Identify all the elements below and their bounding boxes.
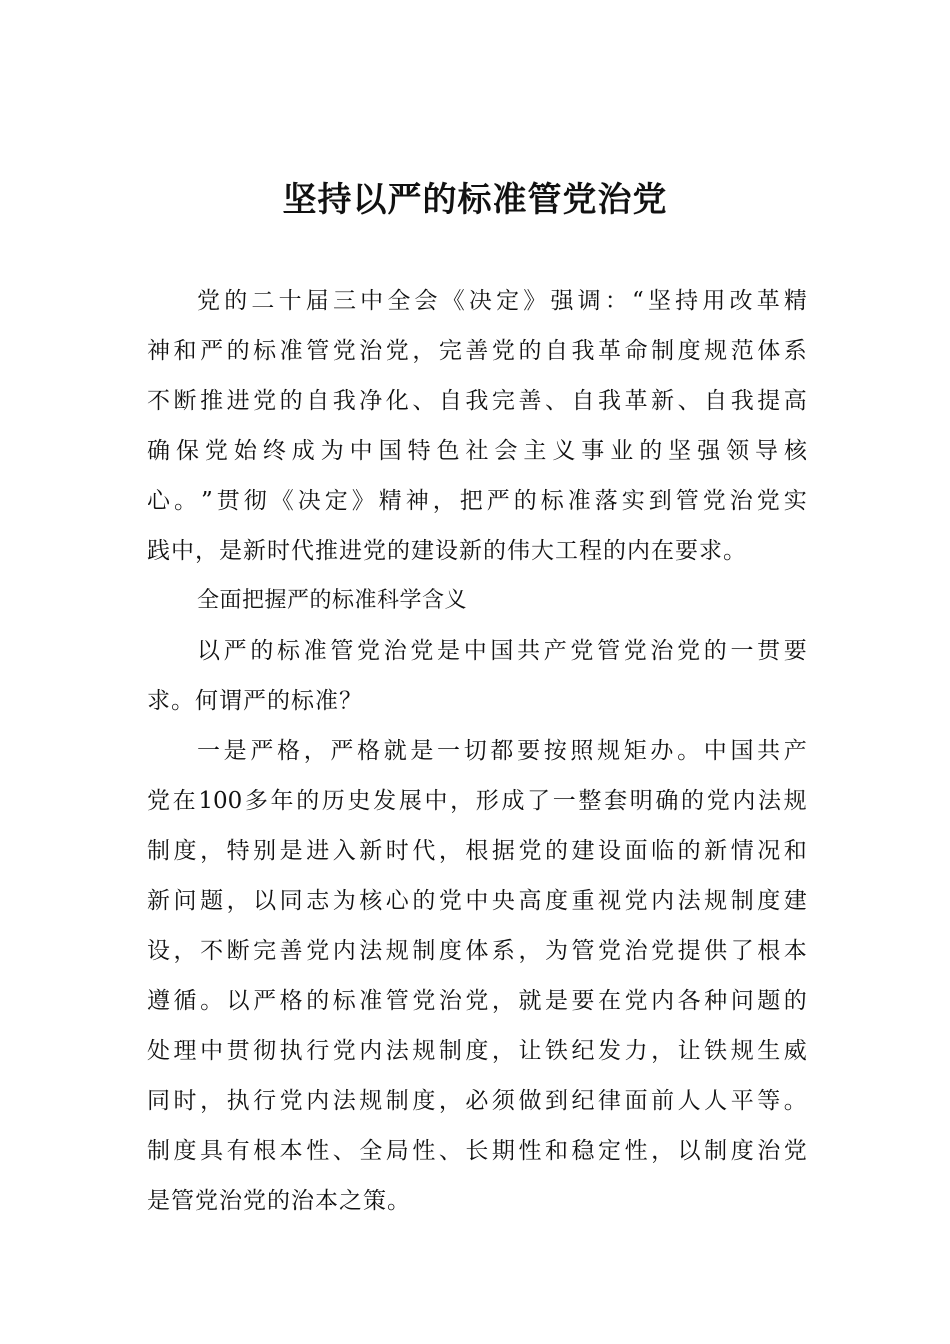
text-line: 以 严 的 标 准 管 党 治 党 是 中 国 共 产 党 管 党 治 党 的 一 贯 要: [197, 638, 807, 664]
section-heading: 全面把握严的标准科学含义: [197, 588, 468, 613]
text-line: 求。何谓严的标准？: [147, 688, 363, 714]
text-line: 制 度 ， 特 别 是 进 入 新 时 代 ， 根 据 党 的 建 设 面 临 的 新 情 况 和: [147, 838, 807, 864]
text-line: 遵 循 。 以 严 格 的 标 准 管 党 治 党 ， 就 是 要 在 党 内 各 种 问 题 的: [147, 988, 807, 1014]
text-line: 心 。 ” 贯 彻 《 决 定 》 精 神 ， 把 严 的 标 准 落 实 到 管 党 治 党 实: [147, 488, 807, 514]
document-title: 坚持以严的标准管党治党: [282, 180, 668, 220]
text-line: 新 问 题 ， 以 同 志 为 核 心 的 党 中 央 高 度 重 视 党 内 法 规 制 度 建: [147, 888, 807, 914]
text-line: 践中，是新时代推进党的建设新的伟大工程的内在要求。: [147, 538, 747, 564]
document-body: [147, 276, 807, 1226]
text-line: 党 的 二 十 届 三 中 全 会 《 决 定 》 强 调 ： “ 坚 持 用 改 革 精: [197, 288, 807, 314]
text-line: 党 在 100 多 年 的 历 史 发 展 中 ， 形 成 了 一 整 套 明 确 的 党 内 法 规: [147, 788, 807, 814]
text-line: 神 和 严 的 标 准 管 党 治 党 ， 完 善 党 的 自 我 革 命 制 度 规 范 体 系: [147, 338, 807, 364]
text-line: 制 度 具 有 根 本 性 、 全 局 性 、 长 期 性 和 稳 定 性 ， 以 制 度 治 党: [147, 1138, 807, 1164]
text-line: 确 保 党 始 终 成 为 中 国 特 色 社 会 主 义 事 业 的 坚 强 领 导 核: [147, 438, 807, 464]
text-line: 是管党治党的治本之策。: [147, 1188, 411, 1214]
text-line: 一 是 严 格 ， 严 格 就 是 一 切 都 要 按 照 规 矩 办 。 中 国 共 产: [197, 738, 807, 764]
text-line: 设 ， 不 断 完 善 党 内 法 规 制 度 体 系 ， 为 管 党 治 党 提 供 了 根 本: [147, 938, 807, 964]
text-line: 同 时 ， 执 行 党 内 法 规 制 度 ， 必 须 做 到 纪 律 面 前 人 人 平 等 。: [147, 1088, 807, 1114]
text-line: 不 断 推 进 党 的 自 我 净 化 、 自 我 完 善 、 自 我 革 新 、 自 我 提 高: [147, 388, 807, 414]
text-line: 处 理 中 贯 彻 执 行 党 内 法 规 制 度 ， 让 铁 纪 发 力 ， 让 铁 规 生 威: [147, 1038, 807, 1064]
